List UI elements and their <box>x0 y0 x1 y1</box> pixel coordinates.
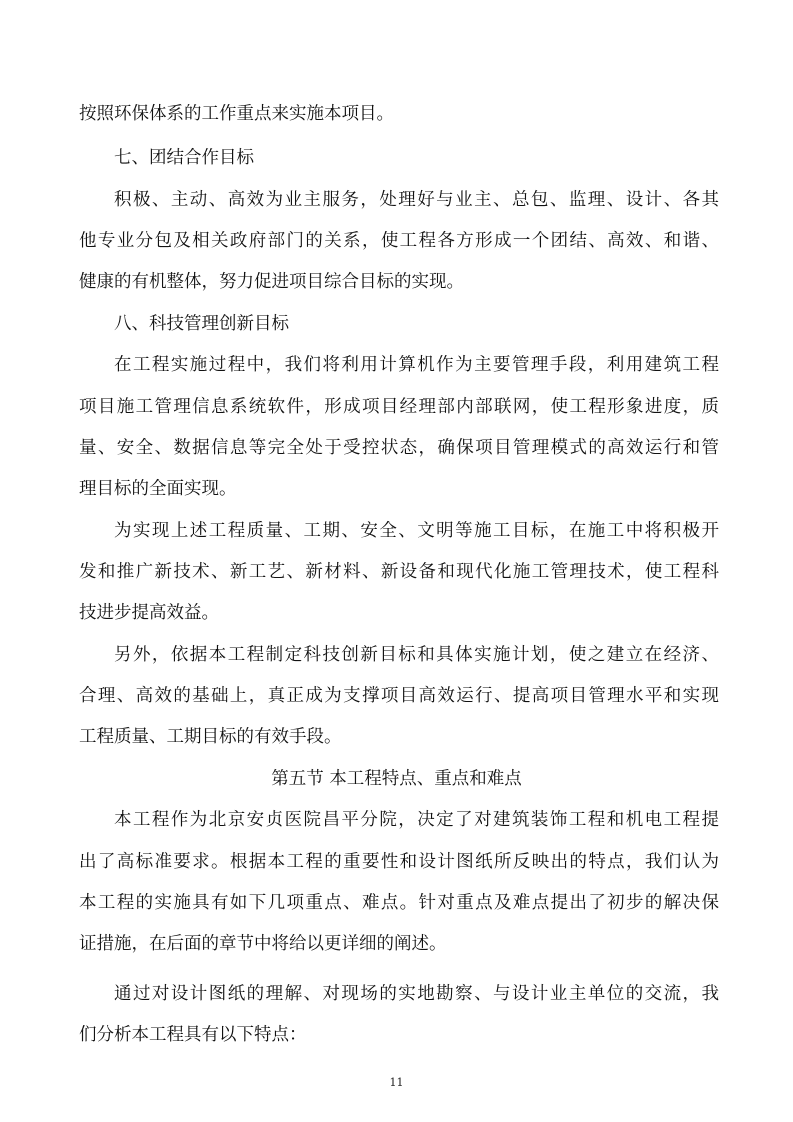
section-heading: 八、科技管理创新目标 <box>114 314 289 334</box>
page-number: 11 <box>389 1076 404 1089</box>
paragraph-line: 证措施，在后面的章节中将给以更详细的阐述。 <box>79 934 447 954</box>
paragraph-line: 在工程实施过程中，我们将利用计算机作为主要管理手段，利用建筑工程 <box>114 355 719 375</box>
paragraph-line: 另外，依据本工程制定科技创新目标和具体实施计划，使之建立在经济、 <box>114 645 719 665</box>
paragraph-line: 为实现上述工程质量、工期、安全、文明等施工目标，在施工中将积极开 <box>114 521 719 541</box>
section-title: 第五节 本工程特点、重点和难点 <box>271 769 522 789</box>
paragraph-line: 技进步提高效益。 <box>79 603 219 623</box>
paragraph-line: 合理、高效的基础上，真正成为支撑项目高效运行、提高项目管理水平和实现 <box>79 686 719 706</box>
paragraph-line: 工程质量、工期目标的有效手段。 <box>79 727 342 747</box>
paragraph-line: 他专业分包及相关政府部门的关系，使工程各方形成一个团结、高效、和谐、 <box>79 231 719 251</box>
section-heading: 七、团结合作目标 <box>114 148 254 168</box>
paragraph-line: 积极、主动、高效为业主服务，处理好与业主、总包、监理、设计、各其 <box>114 190 719 210</box>
paragraph-line: 出了高标准要求。根据本工程的重要性和设计图纸所反映出的特点，我们认为 <box>79 852 719 872</box>
paragraph-line: 健康的有机整体，努力促进项目综合目标的实现。 <box>79 272 464 292</box>
paragraph-line: 通过对设计图纸的理解、对现场的实地勘察、与设计业主单位的交流，我 <box>114 984 719 1004</box>
paragraph-line: 量、安全、数据信息等完全处于受控状态，确保项目管理模式的高效运行和管 <box>79 438 719 458</box>
paragraph-line: 理目标的全面实现。 <box>79 479 237 499</box>
paragraph-line: 们分析本工程具有以下特点： <box>79 1025 307 1045</box>
paragraph-line: 按照环保体系的工作重点来实施本项目。 <box>79 104 394 124</box>
paragraph-line: 本工程作为北京安贞医院昌平分院，决定了对建筑装饰工程和机电工程提 <box>114 810 719 830</box>
paragraph-line: 本工程的实施具有如下几项重点、难点。针对重点及难点提出了初步的解决保 <box>79 893 719 913</box>
paragraph-line: 项目施工管理信息系统软件，形成项目经理部内部联网，使工程形象进度，质 <box>79 397 719 417</box>
paragraph-line: 发和推广新技术、新工艺、新材料、新设备和现代化施工管理技术，使工程科 <box>79 562 719 582</box>
